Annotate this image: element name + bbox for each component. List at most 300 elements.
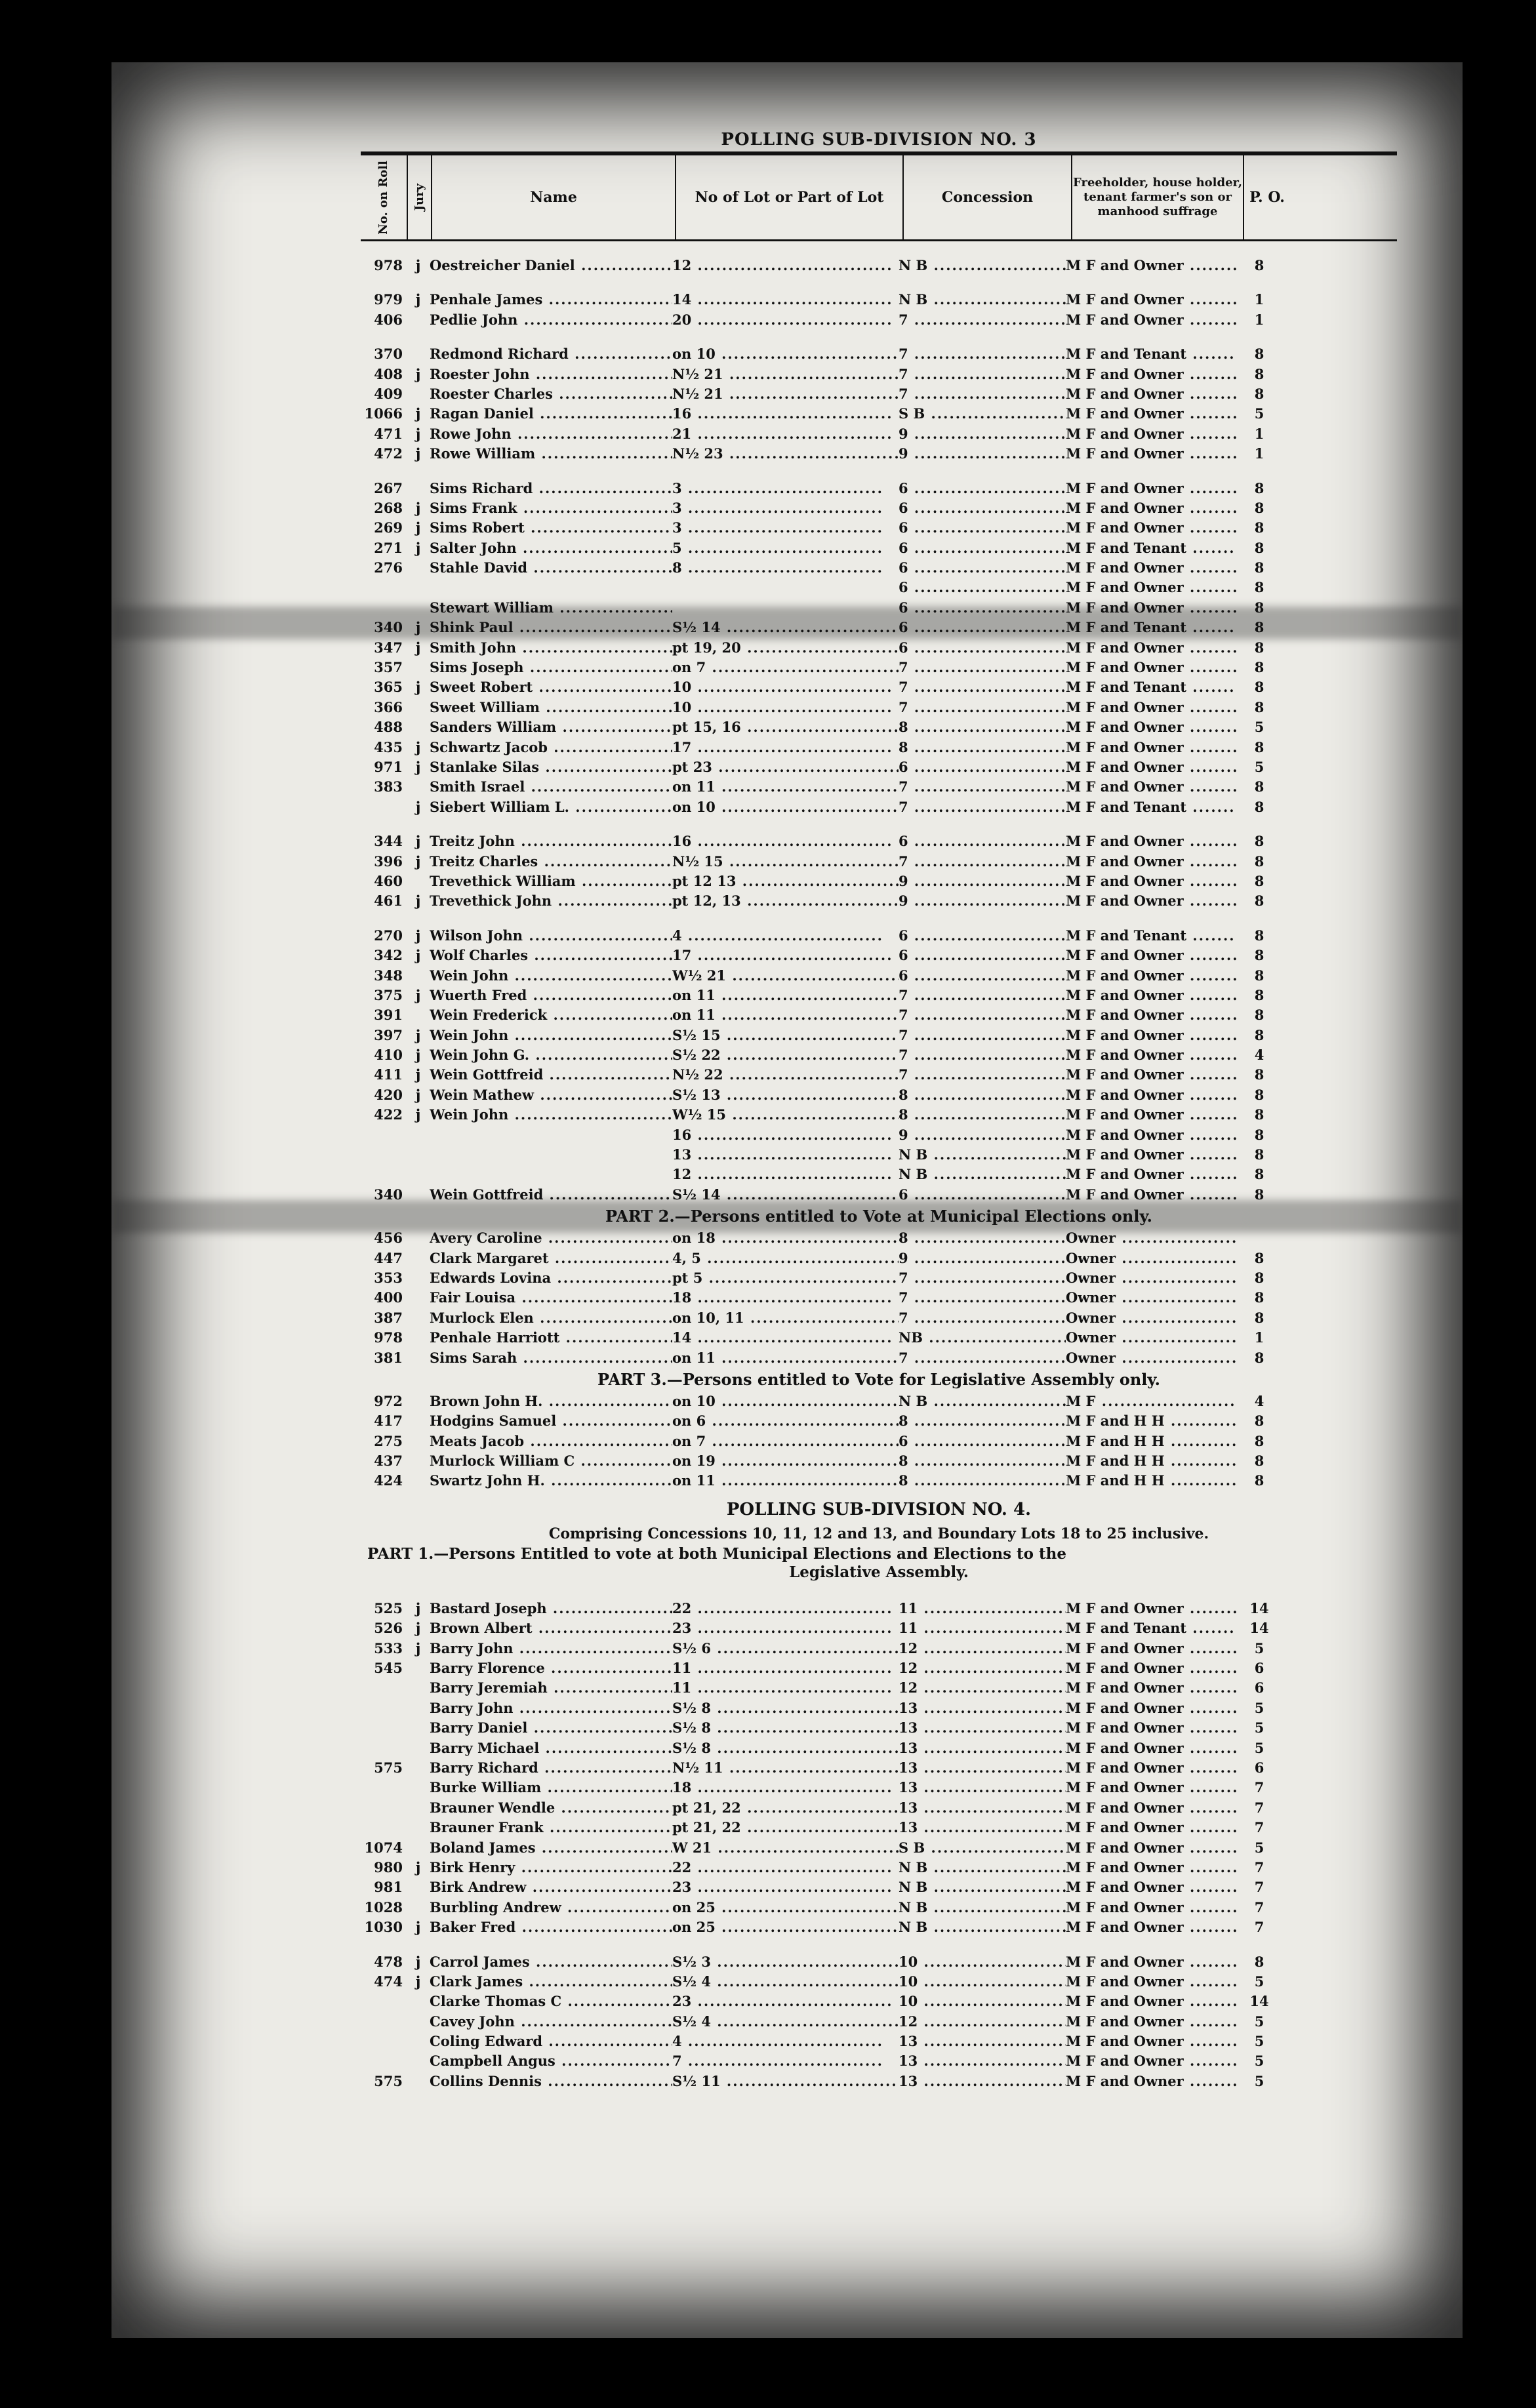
- jury-mark: [407, 777, 430, 797]
- qualification: M F and Owner .....: [1066, 1125, 1236, 1145]
- concession: 9 .....: [899, 424, 1066, 444]
- header-lot: No of Lot or Part of Lot: [676, 155, 904, 239]
- lot-number: S½ 14 .....: [672, 618, 899, 637]
- concession: 6 .....: [899, 966, 1066, 986]
- concession: 6 .....: [899, 598, 1066, 618]
- lot-number: S½ 13 .....: [672, 1085, 899, 1105]
- concession: 7 .....: [899, 698, 1066, 717]
- post-office: 7: [1254, 1819, 1264, 1836]
- qualification: M F and Owner .....: [1066, 698, 1236, 717]
- post-office: 8: [1254, 1413, 1264, 1430]
- concession: 13 .....: [899, 2032, 1066, 2051]
- jury-mark: [407, 698, 430, 717]
- qualification: Owner .....: [1066, 1328, 1236, 1348]
- jury-mark: j: [415, 758, 421, 775]
- lot-number: pt 23 .....: [672, 757, 899, 777]
- voter-name: Wein John .....: [430, 966, 672, 986]
- lot-number: N½ 22 .....: [672, 1065, 899, 1085]
- table-row: [361, 1658, 1397, 1678]
- lot-number: N½ 23 .....: [672, 444, 899, 464]
- concession: 8 .....: [899, 1105, 1066, 1125]
- concession: 6 .....: [899, 1185, 1066, 1205]
- roll-number: 420: [374, 1086, 403, 1103]
- header-roll: No. on Roll: [361, 155, 408, 239]
- lot-number: N½ 21 .....: [672, 384, 899, 404]
- lot-number: S½ 15 .....: [672, 1026, 899, 1045]
- table-row: [361, 1249, 1397, 1268]
- concession: 11 .....: [899, 1618, 1066, 1638]
- qualification: M F and Tenant .....: [1066, 618, 1236, 637]
- post-office: 8: [1254, 257, 1264, 273]
- roll-number: 383: [374, 778, 403, 795]
- table-row: [361, 1026, 1397, 1045]
- lot-number: 4 .....: [672, 2032, 899, 2051]
- post-office: 4: [1254, 1392, 1264, 1409]
- concession: 7 .....: [899, 310, 1066, 330]
- post-office: 8: [1254, 1269, 1264, 1286]
- table-row: [361, 310, 1397, 330]
- concession: 13 .....: [899, 1818, 1066, 1837]
- table-row: [361, 598, 1397, 618]
- lot-number: 17 .....: [672, 738, 899, 757]
- voter-name: Siebert William L. .....: [430, 797, 672, 817]
- voter-name: Wein Frederick .....: [430, 1005, 672, 1025]
- roll-number: 348: [374, 967, 403, 984]
- qualification: M F and Owner .....: [1066, 256, 1236, 275]
- subdivision-4-title: POLLING SUB-DIVISION NO. 4.: [726, 1499, 1032, 1519]
- table-row: [361, 1268, 1397, 1288]
- lot-number: [672, 578, 899, 597]
- concession: 9 .....: [899, 1249, 1066, 1268]
- table-row: [361, 404, 1397, 424]
- header-jury: Jury: [408, 155, 432, 239]
- post-office: 14: [1249, 1620, 1269, 1637]
- qualification: M F and Tenant .....: [1066, 1618, 1236, 1638]
- post-office: 6: [1254, 1660, 1264, 1677]
- table-row: [361, 1698, 1397, 1718]
- scanned-page: [111, 62, 1463, 2338]
- post-office: 5: [1254, 1719, 1264, 1736]
- roll-number: 409: [374, 385, 403, 402]
- lot-number: 22 .....: [672, 1599, 899, 1618]
- table-row: [361, 1348, 1397, 1368]
- roll-number: [361, 1798, 407, 1818]
- voter-name: Birk Henry .....: [430, 1858, 672, 1877]
- concession: 7 .....: [899, 658, 1066, 677]
- jury-mark: j: [415, 1106, 421, 1123]
- table-row: [361, 832, 1397, 851]
- subdivision-4-description: Comprising Concessions 10, 11, 12 and 13, and Boundary Lots 18 to 25 inclusive.: [548, 1525, 1209, 1542]
- concession: 6 .....: [899, 558, 1066, 578]
- voter-name: Edwards Lovina .....: [430, 1268, 672, 1288]
- roll-number: 972: [374, 1392, 403, 1409]
- jury-mark: j: [415, 499, 421, 516]
- voter-name: Treitz John .....: [430, 832, 672, 851]
- group-gap: [361, 817, 1397, 832]
- voter-name: [430, 1145, 672, 1165]
- qualification: M F and Owner .....: [1066, 1877, 1236, 1897]
- qualification: M F and Owner .....: [1066, 1758, 1236, 1778]
- qualification: M F and Owner .....: [1066, 1952, 1236, 1972]
- qualification: M F and Owner .....: [1066, 1185, 1236, 1205]
- post-office: 8: [1254, 1186, 1264, 1203]
- jury-mark: [407, 1451, 430, 1471]
- jury-mark: [407, 1798, 430, 1818]
- table-row: [361, 424, 1397, 444]
- jury-mark: j: [415, 1620, 421, 1637]
- group-gap: [361, 912, 1397, 926]
- roll-number: 526: [374, 1620, 403, 1637]
- voter-name: Shink Paul .....: [430, 618, 672, 637]
- post-office: 8: [1254, 619, 1264, 636]
- lot-number: on 7 .....: [672, 1432, 899, 1451]
- post-office: 8: [1254, 1953, 1264, 1970]
- lot-number: 13 .....: [672, 1145, 899, 1165]
- voter-name: Meats Jacob .....: [430, 1432, 672, 1451]
- roll-number: [361, 1125, 407, 1145]
- roll-number: [361, 1992, 407, 2011]
- concession: 10 .....: [899, 1972, 1066, 1992]
- voter-name: Wein Mathew .....: [430, 1085, 672, 1105]
- concession: 6 .....: [899, 926, 1066, 946]
- lot-number: 23 .....: [672, 1992, 899, 2011]
- concession: 13 .....: [899, 2051, 1066, 2071]
- qualification: M F and Owner .....: [1066, 365, 1236, 384]
- lot-number: 16 .....: [672, 404, 899, 424]
- qualification: M F and Owner .....: [1066, 1599, 1236, 1618]
- table-row: [361, 1308, 1397, 1328]
- jury-mark: j: [415, 639, 421, 656]
- table-row: [361, 698, 1397, 717]
- voter-name: Burbling Andrew .....: [430, 1898, 672, 1917]
- table-row: [361, 1145, 1397, 1165]
- table-row: [361, 717, 1397, 737]
- voter-name: Wein John G. .....: [430, 1045, 672, 1065]
- roll-number: 271: [374, 539, 403, 556]
- concession: 6 .....: [899, 618, 1066, 637]
- jury-mark: [407, 1249, 430, 1268]
- qualification: M F and Owner .....: [1066, 1026, 1236, 1045]
- qualification: M F and Owner .....: [1066, 1972, 1236, 1992]
- qualification: M F and Owner .....: [1066, 290, 1236, 310]
- roll-number: 472: [374, 445, 403, 462]
- jury-mark: j: [415, 1973, 421, 1990]
- concession: N B .....: [899, 1858, 1066, 1877]
- concession: 7 .....: [899, 1065, 1066, 1085]
- jury-mark: [407, 2051, 430, 2071]
- post-office: 6: [1254, 1759, 1264, 1776]
- jury-mark: [407, 2072, 430, 2091]
- roll-number: 435: [374, 738, 403, 755]
- table-row: [361, 738, 1397, 757]
- table-row: [361, 1471, 1397, 1491]
- lot-number: pt 15, 16 .....: [672, 717, 899, 737]
- lot-number: pt 12 13 .....: [672, 872, 899, 891]
- lot-number: S½ 8 .....: [672, 1738, 899, 1758]
- voter-name: Murlock Elen .....: [430, 1308, 672, 1328]
- jury-mark: [407, 1432, 430, 1451]
- table-row: [361, 618, 1397, 637]
- concession: 13 .....: [899, 1798, 1066, 1818]
- jury-mark: [407, 1288, 430, 1308]
- concession: N B .....: [899, 1165, 1066, 1184]
- lot-number: S½ 4 .....: [672, 2012, 899, 2032]
- concession: 8 .....: [899, 717, 1066, 737]
- post-office: 8: [1254, 1349, 1264, 1366]
- concession: N B .....: [899, 256, 1066, 275]
- lot-number: S½ 6 .....: [672, 1639, 899, 1658]
- concession: 12 .....: [899, 1658, 1066, 1678]
- qualification: M F and Owner .....: [1066, 1105, 1236, 1125]
- roll-number: [361, 1165, 407, 1184]
- qualification: M F and Owner .....: [1066, 2032, 1236, 2051]
- qualification: M F and Owner .....: [1066, 2072, 1236, 2091]
- post-office: 8: [1254, 1106, 1264, 1123]
- roll-number: 1030: [364, 1919, 403, 1936]
- jury-mark: [407, 344, 430, 364]
- voter-name: Sims Joseph .....: [430, 658, 672, 677]
- lot-number: 3 .....: [672, 498, 899, 518]
- roll-number: [361, 598, 407, 618]
- roll-number: 525: [374, 1599, 403, 1616]
- voter-name: Ragan Daniel .....: [430, 404, 672, 424]
- concession: 8 .....: [899, 1411, 1066, 1431]
- jury-mark: [407, 2012, 430, 2032]
- table-row: [361, 1451, 1397, 1471]
- concession: 6 .....: [899, 538, 1066, 558]
- lot-number: on 25 .....: [672, 1898, 899, 1917]
- qualification: M F and Owner .....: [1066, 558, 1236, 578]
- qualification: M F and Owner .....: [1066, 310, 1236, 330]
- jury-mark: [407, 479, 430, 498]
- roll-number: [361, 2012, 407, 2032]
- table-row: [361, 966, 1397, 986]
- lot-number: on 25 .....: [672, 1917, 899, 1937]
- voter-name: Avery Caroline .....: [430, 1228, 672, 1248]
- lot-number: S½ 11 .....: [672, 2072, 899, 2091]
- qualification: Owner .....: [1066, 1348, 1236, 1368]
- qualification: Owner .....: [1066, 1288, 1236, 1308]
- table-row: [361, 926, 1397, 946]
- post-office: 5: [1254, 2013, 1264, 2030]
- voter-name: Wolf Charles .....: [430, 946, 672, 965]
- roll-number: 971: [374, 758, 403, 775]
- roll-number: [361, 797, 407, 817]
- table-row: [361, 444, 1397, 464]
- lot-number: on 11 .....: [672, 1471, 899, 1491]
- concession: 13 .....: [899, 1698, 1066, 1718]
- qualification: M F and Owner .....: [1066, 1818, 1236, 1837]
- qualification: M F and Owner .....: [1066, 1165, 1236, 1184]
- post-office: 5: [1254, 1739, 1264, 1756]
- jury-mark: [407, 658, 430, 677]
- roll-number: 488: [374, 719, 403, 736]
- voter-name: [430, 1165, 672, 1184]
- lot-number: 23 .....: [672, 1618, 899, 1638]
- lot-number: 22 .....: [672, 1858, 899, 1877]
- voter-name: Oestreicher Daniel .....: [430, 256, 672, 275]
- jury-mark: [407, 1758, 430, 1778]
- roll-number: 979: [374, 291, 403, 308]
- voter-name: Wein Gottfreid .....: [430, 1185, 672, 1205]
- lot-number: 16 .....: [672, 1125, 899, 1145]
- jury-mark: j: [415, 365, 421, 382]
- table-row: [361, 518, 1397, 538]
- lot-number: W 21 .....: [672, 1838, 899, 1858]
- voter-name: Clark James .....: [430, 1972, 672, 1992]
- post-office: 8: [1254, 559, 1264, 576]
- voter-name: Brauner Wendle .....: [430, 1798, 672, 1818]
- jury-mark: j: [415, 1953, 421, 1970]
- header-concession: Concession: [904, 155, 1072, 239]
- page-title: POLLING SUB-DIVISION NO. 3: [721, 130, 1037, 150]
- jury-mark: [407, 1838, 430, 1858]
- concession: 7 .....: [899, 777, 1066, 797]
- jury-mark: j: [415, 519, 421, 536]
- qualification: M F and Owner .....: [1066, 1698, 1236, 1718]
- post-office: 7: [1254, 1898, 1264, 1916]
- voter-name: Barry Daniel .....: [430, 1718, 672, 1738]
- voter-name: Barry Jeremiah .....: [430, 1678, 672, 1698]
- lot-number: on 11 .....: [672, 777, 899, 797]
- voter-name: Clark Margaret .....: [430, 1249, 672, 1268]
- roll-number: [361, 1718, 407, 1738]
- voter-name: Wuerth Fred .....: [430, 986, 672, 1005]
- concession: N B .....: [899, 290, 1066, 310]
- concession: 6 .....: [899, 757, 1066, 777]
- qualification: M F and Owner .....: [1066, 1798, 1236, 1818]
- roll-number: 347: [374, 639, 403, 656]
- concession: 7 .....: [899, 1308, 1066, 1328]
- lot-number: on 11 .....: [672, 1005, 899, 1025]
- lot-number: on 10, 11 .....: [672, 1308, 899, 1328]
- lot-number: pt 21, 22 .....: [672, 1798, 899, 1818]
- lot-number: on 6 .....: [672, 1411, 899, 1431]
- roll-number: 340: [374, 619, 403, 636]
- table-row: [361, 1738, 1397, 1758]
- table-row: [361, 1618, 1397, 1638]
- concession: N B .....: [899, 1145, 1066, 1165]
- qualification: M F and Owner .....: [1066, 498, 1236, 518]
- roll-number: 461: [374, 893, 403, 910]
- concession: 6 .....: [899, 946, 1066, 965]
- roll-number: 267: [374, 479, 403, 496]
- jury-mark: [407, 1992, 430, 2011]
- roll-number: [361, 1698, 407, 1718]
- table-row: [361, 1045, 1397, 1065]
- post-office: 8: [1254, 853, 1264, 870]
- lot-number: S½ 3 .....: [672, 1952, 899, 1972]
- lot-number: 12 .....: [672, 1165, 899, 1184]
- roll-number: 400: [374, 1289, 403, 1306]
- roll-number: 478: [374, 1953, 403, 1970]
- lot-number: 23 .....: [672, 1877, 899, 1897]
- table-row: [361, 2051, 1397, 2071]
- lot-number: 17 .....: [672, 946, 899, 965]
- table-row: [361, 1718, 1397, 1738]
- post-office: 8: [1254, 927, 1264, 944]
- voter-name: Barry John .....: [430, 1698, 672, 1718]
- lot-number: 18 .....: [672, 1778, 899, 1797]
- qualification: Owner .....: [1066, 1308, 1236, 1328]
- post-office: 1: [1254, 425, 1264, 442]
- lot-number: S½ 14 .....: [672, 1185, 899, 1205]
- qualification: M F and Owner .....: [1066, 2051, 1236, 2071]
- voter-name: Barry John .....: [430, 1639, 672, 1658]
- table-row: [361, 1105, 1397, 1125]
- qualification: M F and Owner .....: [1066, 738, 1236, 757]
- table-row: [361, 1185, 1397, 1205]
- table-row: [361, 1798, 1397, 1818]
- voter-name: Smith John .....: [430, 638, 672, 658]
- voter-name: Wilson John .....: [430, 926, 672, 946]
- post-office: 4: [1254, 1047, 1264, 1064]
- qualification: M F and Owner .....: [1066, 1718, 1236, 1738]
- post-office: 8: [1254, 967, 1264, 984]
- table-row: [361, 1125, 1397, 1145]
- voter-name: Clarke Thomas C .....: [430, 1992, 672, 2011]
- concession: 10 .....: [899, 1992, 1066, 2011]
- qualification: M F and Owner .....: [1066, 1045, 1236, 1065]
- table-row: [361, 344, 1397, 364]
- voter-name: Campbell Angus .....: [430, 2051, 672, 2071]
- roll-number: 276: [374, 559, 403, 576]
- post-office: 5: [1254, 1973, 1264, 1990]
- jury-mark: j: [415, 986, 421, 1003]
- table-row: [361, 2072, 1397, 2091]
- concession: 13 .....: [899, 1758, 1066, 1778]
- voter-name: Sims Richard .....: [430, 479, 672, 498]
- qualification: M F and Owner .....: [1066, 404, 1236, 424]
- qualification: Owner .....: [1066, 1249, 1236, 1268]
- post-office: 8: [1254, 1309, 1264, 1326]
- table-row: [361, 2012, 1397, 2032]
- qualification: M F and Owner .....: [1066, 638, 1236, 658]
- lot-number: 11 .....: [672, 1658, 899, 1678]
- voter-name: Trevethick John .....: [430, 891, 672, 911]
- jury-mark: [407, 1658, 430, 1678]
- concession: 6 .....: [899, 518, 1066, 538]
- lot-number: 20 .....: [672, 310, 899, 330]
- roll-number: 471: [374, 425, 403, 442]
- table-row: [361, 578, 1397, 597]
- roll-number: 410: [374, 1047, 403, 1064]
- post-office: 7: [1254, 1858, 1264, 1876]
- lot-number: N½ 21 .....: [672, 365, 899, 384]
- voter-name: Sweet Robert .....: [430, 677, 672, 697]
- voter-name: Boland James .....: [430, 1838, 672, 1858]
- concession: 13 .....: [899, 2072, 1066, 2091]
- qualification: M F and Tenant .....: [1066, 797, 1236, 817]
- post-office: 8: [1254, 1126, 1264, 1143]
- concession: 6 .....: [899, 1432, 1066, 1451]
- roll-number: 447: [374, 1249, 403, 1266]
- qualification: M F and Owner .....: [1066, 1678, 1236, 1698]
- voter-name: Sweet William .....: [430, 698, 672, 717]
- lot-number: pt 5 .....: [672, 1268, 899, 1288]
- lot-number: N½ 15 .....: [672, 852, 899, 872]
- roll-number: 575: [374, 2072, 403, 2089]
- lot-number: pt 19, 20 .....: [672, 638, 899, 658]
- roll-number: 456: [374, 1230, 403, 1247]
- post-office: 1: [1254, 1329, 1264, 1346]
- jury-mark: j: [415, 619, 421, 636]
- table-row: [361, 872, 1397, 891]
- roll-number: 1028: [364, 1898, 403, 1916]
- concession: 8 .....: [899, 738, 1066, 757]
- qualification: M F and H H .....: [1066, 1432, 1236, 1451]
- table-row: [361, 558, 1397, 578]
